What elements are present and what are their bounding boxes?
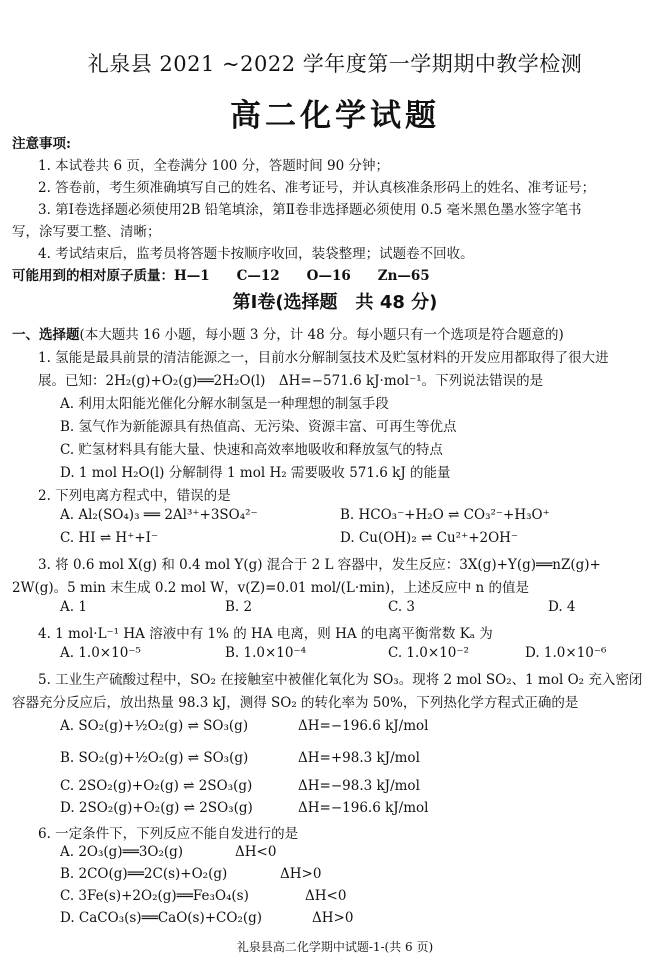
option-d: D. Cu(OH)₂ ⇌ Cu²⁺+2OH⁻ — [340, 530, 519, 546]
note-item: 写，涂写要工整、清晰； — [12, 224, 161, 240]
option-b: B. 2 — [225, 599, 253, 615]
option-c-enthalpy: ΔH<0 — [305, 888, 347, 904]
question-stem: 3. 将 0.6 mol X(g) 和 0.4 mol Y(g) 混合于 2 L 容器中，发生反应：3X(g)+Y(g)══nZ(g)+ — [38, 557, 601, 573]
option-a-enthalpy: ΔH<0 — [235, 844, 277, 860]
option-c: C. 贮氢材料具有能大量、快速和高效率地吸收和释放氢气的特点 — [60, 442, 443, 458]
option-b-enthalpy: ΔH>0 — [280, 866, 322, 882]
note-item: 2. 答卷前，考生须准确填写自己的姓名、准考证号，并认真核准条形码上的姓名、准考证号； — [38, 180, 596, 196]
option-b: B. 氢气作为新能源具有热值高、无污染、资源丰富、可再生等优点 — [60, 419, 457, 435]
option-a: A. 利用太阳能光催化分解水制氢是一种理想的制氢手段 — [60, 396, 389, 412]
instruction-text: (本大题共 16 小题，每小题 3 分，计 48 分。每小题只有一个选项是符合题意的) — [79, 327, 564, 343]
option-d: D. 1.0×10⁻⁶ — [525, 645, 607, 661]
question-stem: 6. 一定条件下，下列反应不能自发进行的是 — [38, 826, 299, 842]
option-c: C. HI ⇌ H⁺+I⁻ — [60, 530, 159, 546]
option-b-equation: B. 2CO(g)══2C(s)+O₂(g) — [60, 866, 228, 882]
exam-title: 礼泉县 2021 ~2022 学年度第一学期期中教学检测 — [87, 52, 583, 76]
option-a-enthalpy: ΔH=−196.6 kJ/mol — [298, 718, 429, 734]
option-a-equation: A. 2O₃(g)══3O₂(g) — [60, 844, 184, 860]
question-stem: 4. 1 mol·L⁻¹ HA 溶液中有 1% 的 HA 电离，则 HA 的电离平衡常数 Kₐ 为 — [38, 626, 493, 642]
option-b: B. 1.0×10⁻⁴ — [225, 645, 306, 661]
option-d: D. 4 — [548, 599, 576, 615]
section-instruction — [12, 323, 564, 343]
note-item: 3. 第Ⅰ卷选择题必须使用2B 铅笔填涂，第Ⅱ卷非选择题必须使用 0.5 毫米黑色墨水签字笔书 — [38, 202, 582, 218]
option-b: B. HCO₃⁻+H₂O ⇌ CO₃²⁻+H₃O⁺ — [340, 507, 550, 523]
note-item: 4. 考试结束后，监考员将答题卡按顺序收回，装袋整理；试题卷不回收。 — [38, 246, 474, 262]
section-title: 第Ⅰ卷(选择题 共 48 分) — [232, 292, 438, 313]
option-a: A. 1.0×10⁻⁵ — [60, 645, 141, 661]
option-a: A. Al₂(SO₄)₃ ══ 2Al³⁺+3SO₄²⁻ — [60, 507, 258, 523]
option-c-equation: C. 2SO₂(g)+O₂(g) ⇌ 2SO₃(g) — [60, 778, 253, 794]
notes-heading: 注意事项: — [12, 136, 71, 152]
option-d-equation: D. CaCO₃(s)══CaO(s)+CO₂(g) — [60, 910, 263, 926]
option-c-equation: C. 3Fe(s)+2O₂(g)══Fe₃O₄(s) — [60, 888, 249, 904]
question-stem: 1. 氢能是最具前景的清洁能源之一，目前水分解制氢技术及贮氢材料的开发应用都取得了很大进 — [38, 350, 609, 366]
page-footer: 礼泉县高二化学期中试题-1-(共 6 页) — [236, 940, 434, 954]
atomic-mass-line: 可能用到的相对原子质量：H—1 C—12 O—16 Zn—65 — [12, 268, 430, 284]
option-d: D. 1 mol H₂O(l) 分解制得 1 mol H₂ 需要吸收 571.6 kJ 的能量 — [60, 465, 451, 481]
option-b-equation: B. SO₂(g)+½O₂(g) ⇌ SO₃(g) — [60, 750, 249, 766]
question-stem: 容器充分反应后，放出热量 98.3 kJ，测得 SO₂ 的转化率为 50%，下列热化学方程式正确的是 — [12, 695, 579, 711]
subject-title: 高二化学试题 — [230, 98, 440, 134]
option-d-enthalpy: ΔH=−196.6 kJ/mol — [298, 800, 429, 816]
option-a-equation: A. SO₂(g)+½O₂(g) ⇌ SO₃(g) — [60, 718, 249, 734]
question-stem: 展。已知：2H₂(g)+O₂(g)══2H₂O(l) ΔH=−571.6 kJ·mol⁻¹。下列说法错误的是 — [38, 373, 544, 389]
note-item: 1. 本试卷共 6 页，全卷满分 100 分，答题时间 90 分钟； — [38, 158, 389, 174]
question-stem: 5. 工业生产硫酸过程中，SO₂ 在接触室中被催化氧化为 SO₃。现将 2 mol SO₂、1 mol O₂ 充入密闭 — [38, 672, 643, 688]
option-c: C. 3 — [388, 599, 416, 615]
option-b-enthalpy: ΔH=+98.3 kJ/mol — [298, 750, 420, 766]
option-d-equation: D. 2SO₂(g)+O₂(g) ⇌ 2SO₃(g) — [60, 800, 253, 816]
option-a: A. 1 — [60, 599, 87, 615]
option-c-enthalpy: ΔH=−98.3 kJ/mol — [298, 778, 420, 794]
option-d-enthalpy: ΔH>0 — [312, 910, 354, 926]
question-stem: 2. 下列电离方程式中，错误的是 — [38, 488, 231, 504]
option-c: C. 1.0×10⁻² — [388, 645, 469, 661]
question-stem: 2W(g)。5 min 末生成 0.2 mol W，v(Z)=0.01 mol/(L·min)，上述反应中 n 的值是 — [12, 580, 529, 596]
instruction-label: 一、选择题 — [12, 327, 80, 343]
